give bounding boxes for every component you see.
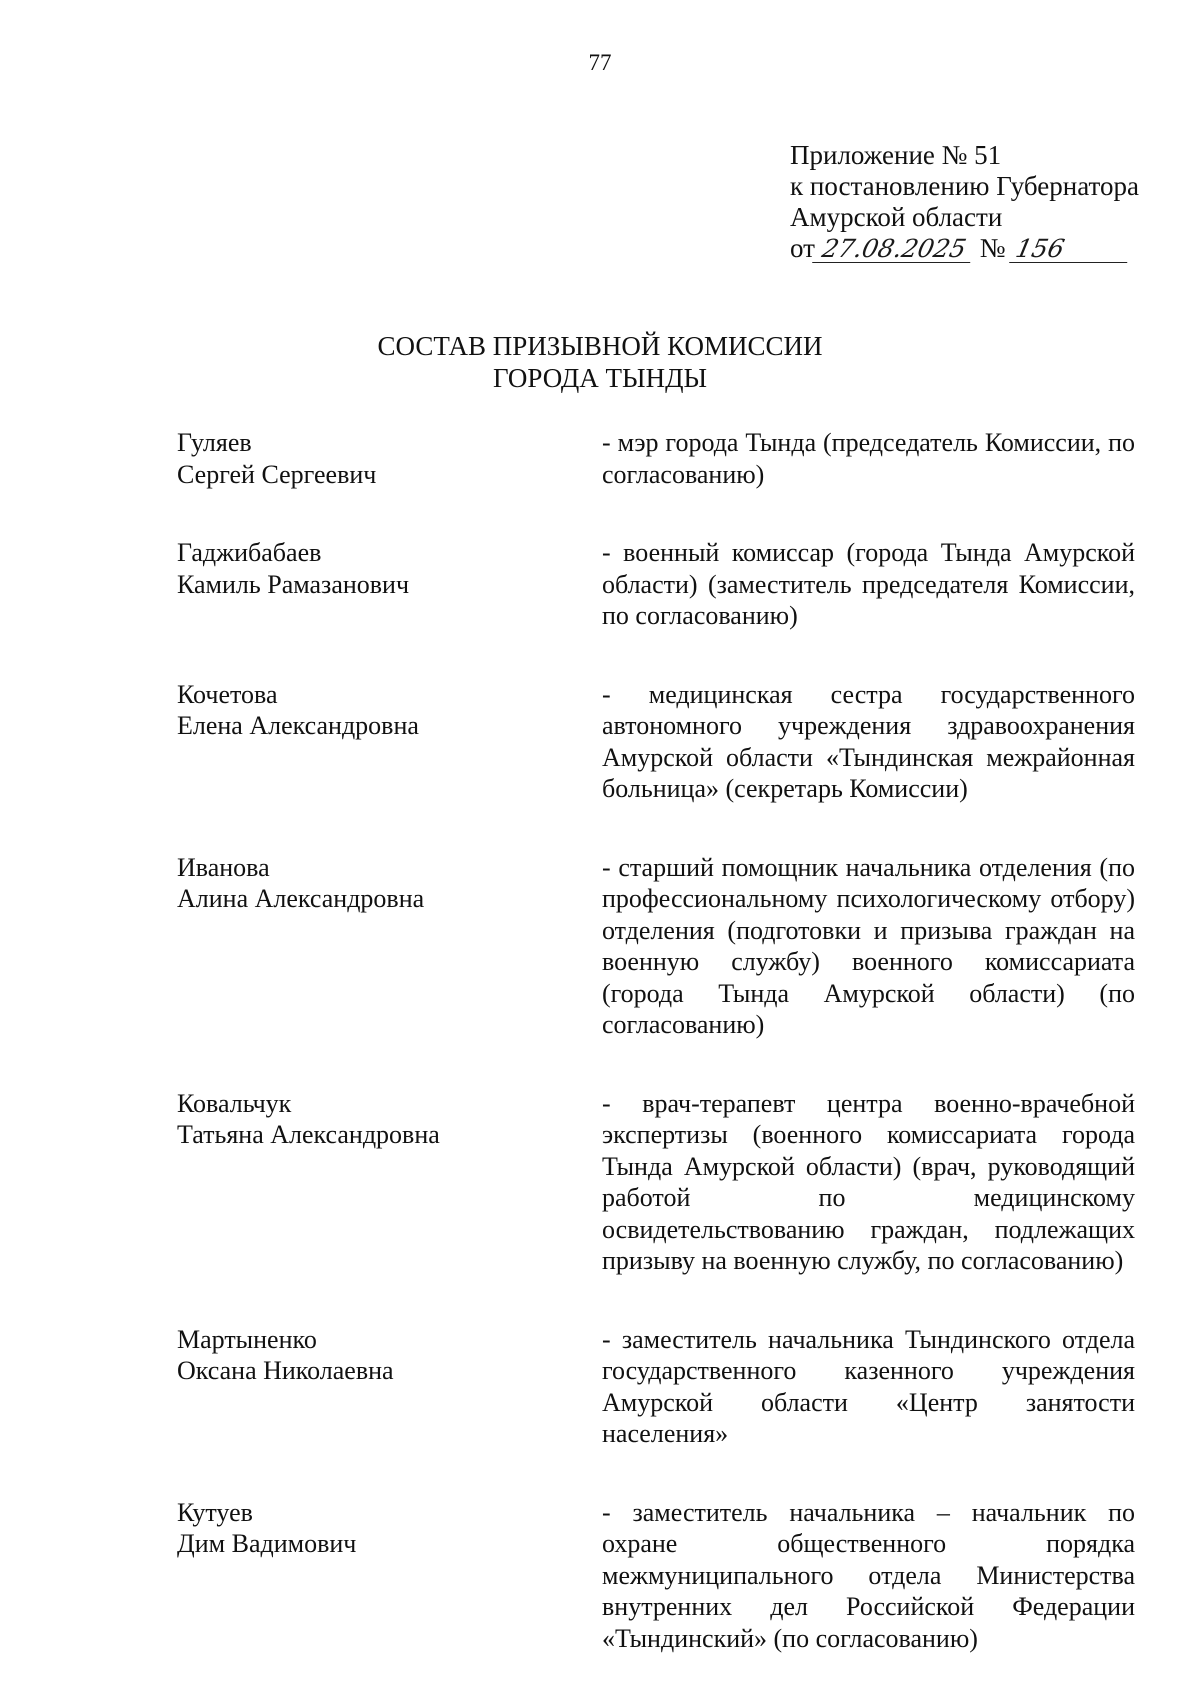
appendix-line-3: Амурской области [790,202,1003,232]
page-number: 77 [588,50,612,75]
member-entry [177,1088,1137,1277]
member-given-names: Елена Александровна [177,711,419,740]
member-role: - мэр города Тында (председатель Комиссии, по согласованию) [602,428,1135,489]
member-entry [177,1497,1137,1655]
member-surname: Гуляев [177,428,252,457]
member-role: - медицинская сестра государственного автономного учреждения здравоохранения Амурской области «Тындинская межрайонная больница» (секретарь Комиссии) [602,679,1135,803]
member-surname: Мартыненко [177,1324,317,1354]
member-role: - военный комиссар (города Тында Амурской области) (заместитель председателя Комиссии, по согласованию) [602,538,1135,630]
member-given-names: Сергей Сергеевич [177,459,377,489]
date-prefix: от [790,233,815,263]
handwritten-number: 156 [1009,236,1133,263]
member-name [177,679,577,742]
member-surname: Ковальчук [177,1088,292,1118]
appendix-date-line [790,233,1139,264]
commission-members-list [177,427,1137,1654]
member-entry [177,1324,1137,1450]
member-name [177,852,577,915]
appendix-line-1: Приложение № 51 [790,140,1002,170]
member-name [177,1088,577,1151]
member-surname: Иванова [177,852,270,882]
member-role: - заместитель начальника – начальник по охране общественного порядка межмуниципального отдела Министерства внутренних дел Российской Федерации «Тындинский» (по согласованию) [602,1497,1135,1653]
member-given-names: Татьяна Александровна [177,1120,440,1149]
member-entry [177,427,1137,490]
number-label: № [979,233,1006,263]
member-given-names: Камиль Рамазанович [177,569,410,599]
member-surname: Кочетова [177,679,278,709]
document-title [0,330,1200,394]
member-given-names: Алина Александровна [177,884,425,913]
member-given-names: Дим Вадимович [177,1529,357,1558]
member-name [177,1324,577,1387]
appendix-header [790,140,1139,264]
handwritten-date: 27.08.2025 [812,236,976,263]
member-given-names: Оксана Николаевна [177,1356,394,1385]
title-line-2: ГОРОДА ТЫНДЫ [492,363,708,393]
member-entry [177,679,1137,805]
title-line-1: СОСТАВ ПРИЗЫВНОЙ КОМИССИИ [377,331,823,361]
member-role: - заместитель начальника Тындинского отдела государственного казенного учреждения Амурской области «Центр занятости населения» [602,1324,1135,1448]
member-role: - старший помощник начальника отделения (по профессиональному психологическому отбору) отделения (подготовки и призыва граждан на военную службу) военного комиссариата (города Тында Амурской области) (по согласованию) [602,852,1135,1039]
member-surname: Гаджибабаев [177,538,322,567]
member-entry [177,852,1137,1041]
member-surname: Кутуев [177,1497,253,1527]
member-entry [177,537,1137,632]
member-name [177,427,577,490]
member-name [177,537,577,600]
member-name [177,1497,577,1560]
member-role: - врач-терапевт центра военно-врачебной экспертизы (военного комиссариата города Тында Амурской области) (врач, руководящий работой по медицинскому освидетельствованию граждан, подлежащих призыву на военную службу, по согласованию) [602,1088,1135,1275]
appendix-line-2: к постановлению Губернатора [790,171,1139,201]
